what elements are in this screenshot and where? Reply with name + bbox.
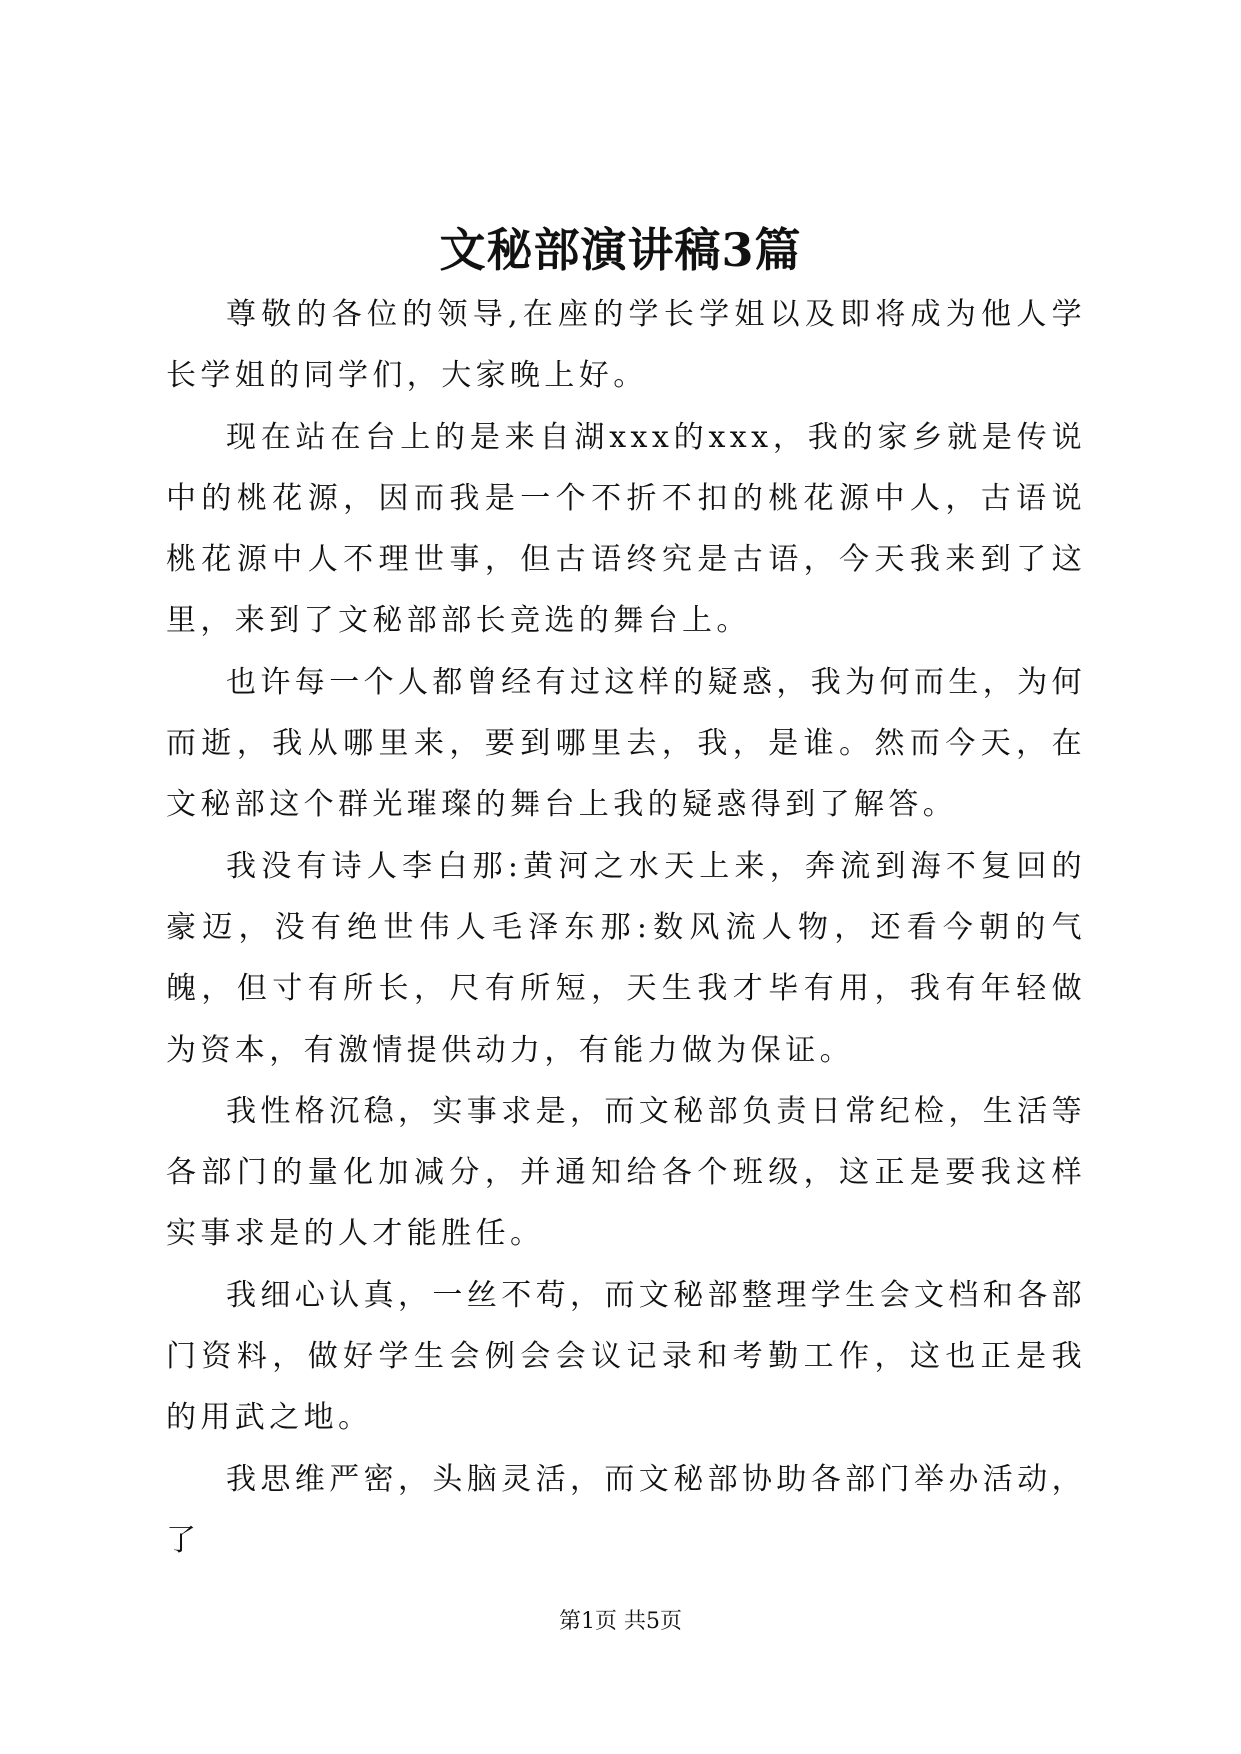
paragraph-1: 尊敬的各位的领导,在座的学长学姐以及即将成为他人学长学姐的同学们，大家晚上好。 bbox=[166, 297, 1086, 394]
paragraph-2: 现在站在台上的是来自湖xxx的xxx，我的家乡就是传说中的桃花源，因而我是一个不折不扣的桃花源中人，古语说桃花源中人不理世事，但古语终究是古语，今天我来到了这里，来到了文秘部部长竞选的舞台上。 bbox=[166, 419, 1086, 639]
paragraph-6: 我细心认真，一丝不苟，而文秘部整理学生会文档和各部门资料，做好学生会例会会议记录和考勤工作，这也正是我的用武之地。 bbox=[166, 1277, 1086, 1436]
document-title: 文秘部演讲稿3篇 bbox=[439, 223, 802, 277]
page-number: 第1页 共5页 bbox=[559, 1609, 682, 1634]
page-footer bbox=[0, 1606, 1241, 1638]
paragraph-3: 也许每一个人都曾经有过这样的疑惑，我为何而生，为何而逝，我从哪里来，要到哪里去，我，是谁。然而今天，在文秘部这个群光璀璨的舞台上我的疑惑得到了解答。 bbox=[166, 664, 1086, 823]
paragraph-5: 我性格沉稳，实事求是，而文秘部负责日常纪检，生活等各部门的量化加减分，并通知给各个班级，这正是要我这样实事求是的人才能胜任。 bbox=[166, 1093, 1086, 1252]
paragraph-4: 我没有诗人李白那:黄河之水天上来，奔流到海不复回的豪迈，没有绝世伟人毛泽东那:数风流人物，还看今朝的气魄，但寸有所长，尺有所短，天生我才毕有用，我有年轻做为资本，有激情提供动力，有能力做为保证。 bbox=[166, 848, 1086, 1068]
paragraph-7: 我思维严密，头脑灵活，而文秘部协助各部门举办活动，了 bbox=[166, 1461, 1086, 1558]
document-body bbox=[166, 284, 1086, 1571]
